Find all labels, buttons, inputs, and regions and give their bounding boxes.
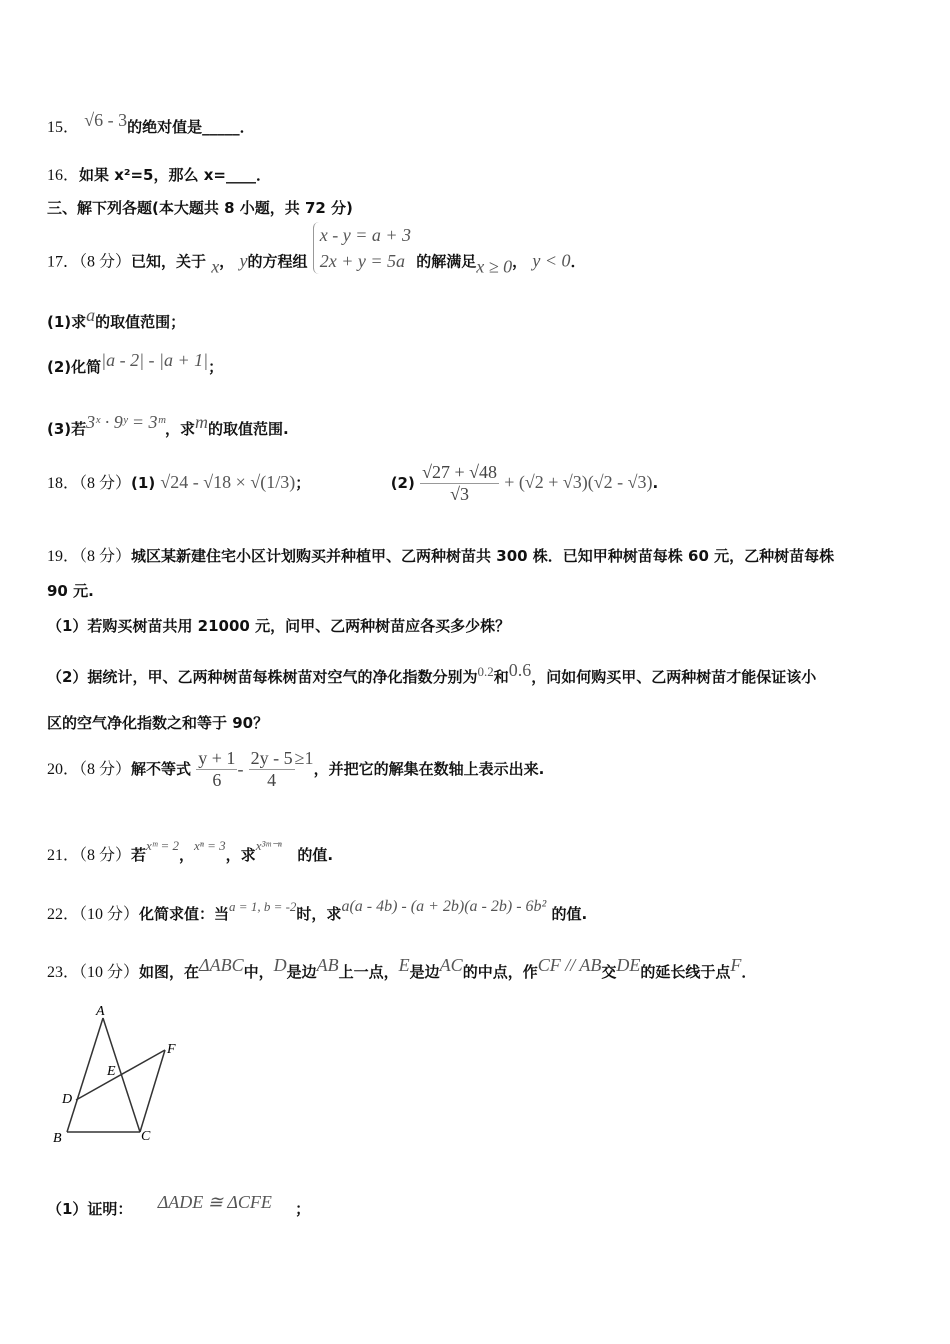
q-text: 的方程组 <box>247 252 308 271</box>
q-num: 16． <box>47 167 80 184</box>
math-op: - <box>237 759 244 779</box>
math-var: DE <box>616 955 641 975</box>
label-c: C <box>141 1129 151 1144</box>
q-text: 的取值范围. <box>208 420 289 438</box>
q-text: ，求 <box>225 846 256 864</box>
q-score: （10 分） <box>79 906 140 923</box>
math-expr: xⁿ = 3 <box>194 838 226 853</box>
q-text: 的值. <box>297 846 334 864</box>
q-text: 解不等式 <box>131 760 192 778</box>
q-text: （1）证明： <box>47 1200 133 1218</box>
q-text: ，并把它的解集在数轴上表示出来. <box>313 760 545 778</box>
denominator: 6 <box>212 770 222 790</box>
math-var: m <box>195 412 208 432</box>
q-text: ． <box>741 963 757 981</box>
math-var: a <box>86 305 96 325</box>
q-text: ，求 <box>164 420 195 438</box>
q-num: 18． <box>47 475 80 492</box>
q-text: 化简求值：当 <box>139 905 230 923</box>
q-num: 20． <box>47 761 80 778</box>
math-cond: x ≥ 0 <box>476 256 513 277</box>
q-text: 的绝对值是_____． <box>127 118 255 136</box>
q-score: （10 分） <box>79 964 140 981</box>
q-text: 是边 <box>286 963 317 981</box>
q-text: 是边 <box>409 963 440 981</box>
math-expr: 3ˣ · 9ʸ = 3ᵐ <box>86 412 165 432</box>
q-text: 和 <box>493 668 509 686</box>
math-expr: x³ᵐ⁻ⁿ <box>255 838 282 853</box>
label-d: D <box>62 1092 73 1107</box>
q-text: 交 <box>601 963 617 981</box>
numerator: √27 + √48 <box>422 462 497 482</box>
denominator: 4 <box>267 770 277 790</box>
segment-ab <box>67 1018 103 1132</box>
math-expr: ΔADE ≅ ΔCFE <box>157 1192 272 1212</box>
q-num: 23． <box>47 964 80 981</box>
q-text: ， <box>512 252 528 271</box>
q-text: ， <box>179 846 195 864</box>
math-expr: xᵐ = 2 <box>146 838 180 853</box>
math-expr: a(a - 4b) - (a + 2b)(a - 2b) - 6b² <box>341 898 547 915</box>
q-text: 时，求 <box>296 905 342 923</box>
q-score: （8 分） <box>79 548 132 565</box>
math-var: F <box>730 955 742 975</box>
q-num: 22． <box>47 906 80 923</box>
q-text: 的解满足 <box>416 252 477 271</box>
math-value: 0.6 <box>508 660 532 680</box>
math-cond: y < 0 <box>532 250 571 271</box>
math-op: ≥1 <box>294 748 314 768</box>
q-text: (2)化简 <box>47 358 102 376</box>
q-num: 15． <box>47 119 80 136</box>
equation-1: x - y = a + 3 <box>319 225 412 245</box>
q-num: 21． <box>47 847 80 864</box>
q-text: 上一点， <box>338 963 399 981</box>
label-e: E <box>107 1064 116 1079</box>
numerator: y + 1 <box>198 748 236 768</box>
q-text: 的中点，作 <box>462 963 538 981</box>
q-text: 中， <box>243 963 274 981</box>
q-text: (1)求 <box>47 313 87 331</box>
q23-part1 <box>47 1192 310 1219</box>
math-expr: √6 - 3 <box>84 110 128 130</box>
math-var: AB <box>316 955 339 975</box>
q-text: ． <box>570 252 586 271</box>
math-var: y <box>239 250 248 271</box>
q-num: 19． <box>47 548 80 565</box>
q-text: . <box>652 474 659 492</box>
section-heading: 三、解下列各题(本大题共 8 小题，共 72 分) <box>47 199 353 217</box>
q-text: (3)若 <box>47 420 87 438</box>
q-text: （2）据统计，甲、乙两种树苗每株树苗对空气的净化指数分别为 <box>47 668 478 686</box>
numerator: 2y - 5 <box>250 748 293 768</box>
math-expr: √24 - √18 × √(1/3) <box>160 472 296 492</box>
math-expr: a = 1, b = -2 <box>229 899 297 914</box>
q-text: ，问如何购买甲、乙两种树苗才能保证该小 <box>531 668 817 686</box>
math-expr: CF // AB <box>537 955 602 975</box>
q-text: 如图，在 <box>139 963 200 981</box>
q-text: 的值. <box>551 905 588 923</box>
q-text: 已知，关于 <box>131 252 207 271</box>
math-expr: ΔABC <box>199 955 244 975</box>
q-text: 的取值范围； <box>95 313 186 331</box>
q-text: ， <box>219 252 235 271</box>
q-score: （8 分） <box>79 253 132 271</box>
q-text: 如果 x²=5，那么 x=____． <box>79 166 271 184</box>
math-var: AC <box>439 955 463 975</box>
q-score: （8 分） <box>79 761 132 778</box>
math-var: D <box>273 955 287 975</box>
equation-2: 2x + y = 5a <box>319 251 406 271</box>
q-text: ； <box>208 358 224 376</box>
math-expr: + (√2 + √3)(√2 - √3) <box>504 472 653 492</box>
q-text: ； <box>295 474 311 492</box>
q-text: (1) <box>131 474 156 492</box>
math-var: x <box>211 256 220 277</box>
q-text: 的延长线于点 <box>640 963 731 981</box>
label-f: F <box>167 1042 176 1057</box>
denominator: √3 <box>450 484 469 504</box>
q-text: 若 <box>131 846 147 864</box>
q-text: (2) <box>390 474 415 492</box>
q-num: 17． <box>47 253 80 271</box>
q19-part1: （1）若购买树苗共用 21000 元，问甲、乙两种树苗应各买多少株？ <box>47 617 511 635</box>
math-expr: |a - 2| - |a + 1| <box>101 350 209 370</box>
label-a: A <box>96 1004 105 1019</box>
math-var: E <box>398 955 410 975</box>
math-value: 0.2 <box>477 664 494 679</box>
label-b: B <box>53 1131 62 1146</box>
q19-part2-cont: 区的空气净化指数之和等于 90？ <box>47 714 269 732</box>
q-score: （8 分） <box>79 475 132 492</box>
q-text: 城区某新建住宅小区计划购买并种植甲、乙两种树苗共 300 株．已知甲种树苗每株 60 元，乙种树苗每株 <box>131 547 835 565</box>
q19-text-cont: 90 元. <box>47 582 94 600</box>
q-score: （8 分） <box>79 847 132 864</box>
q-text: ； <box>295 1200 311 1218</box>
